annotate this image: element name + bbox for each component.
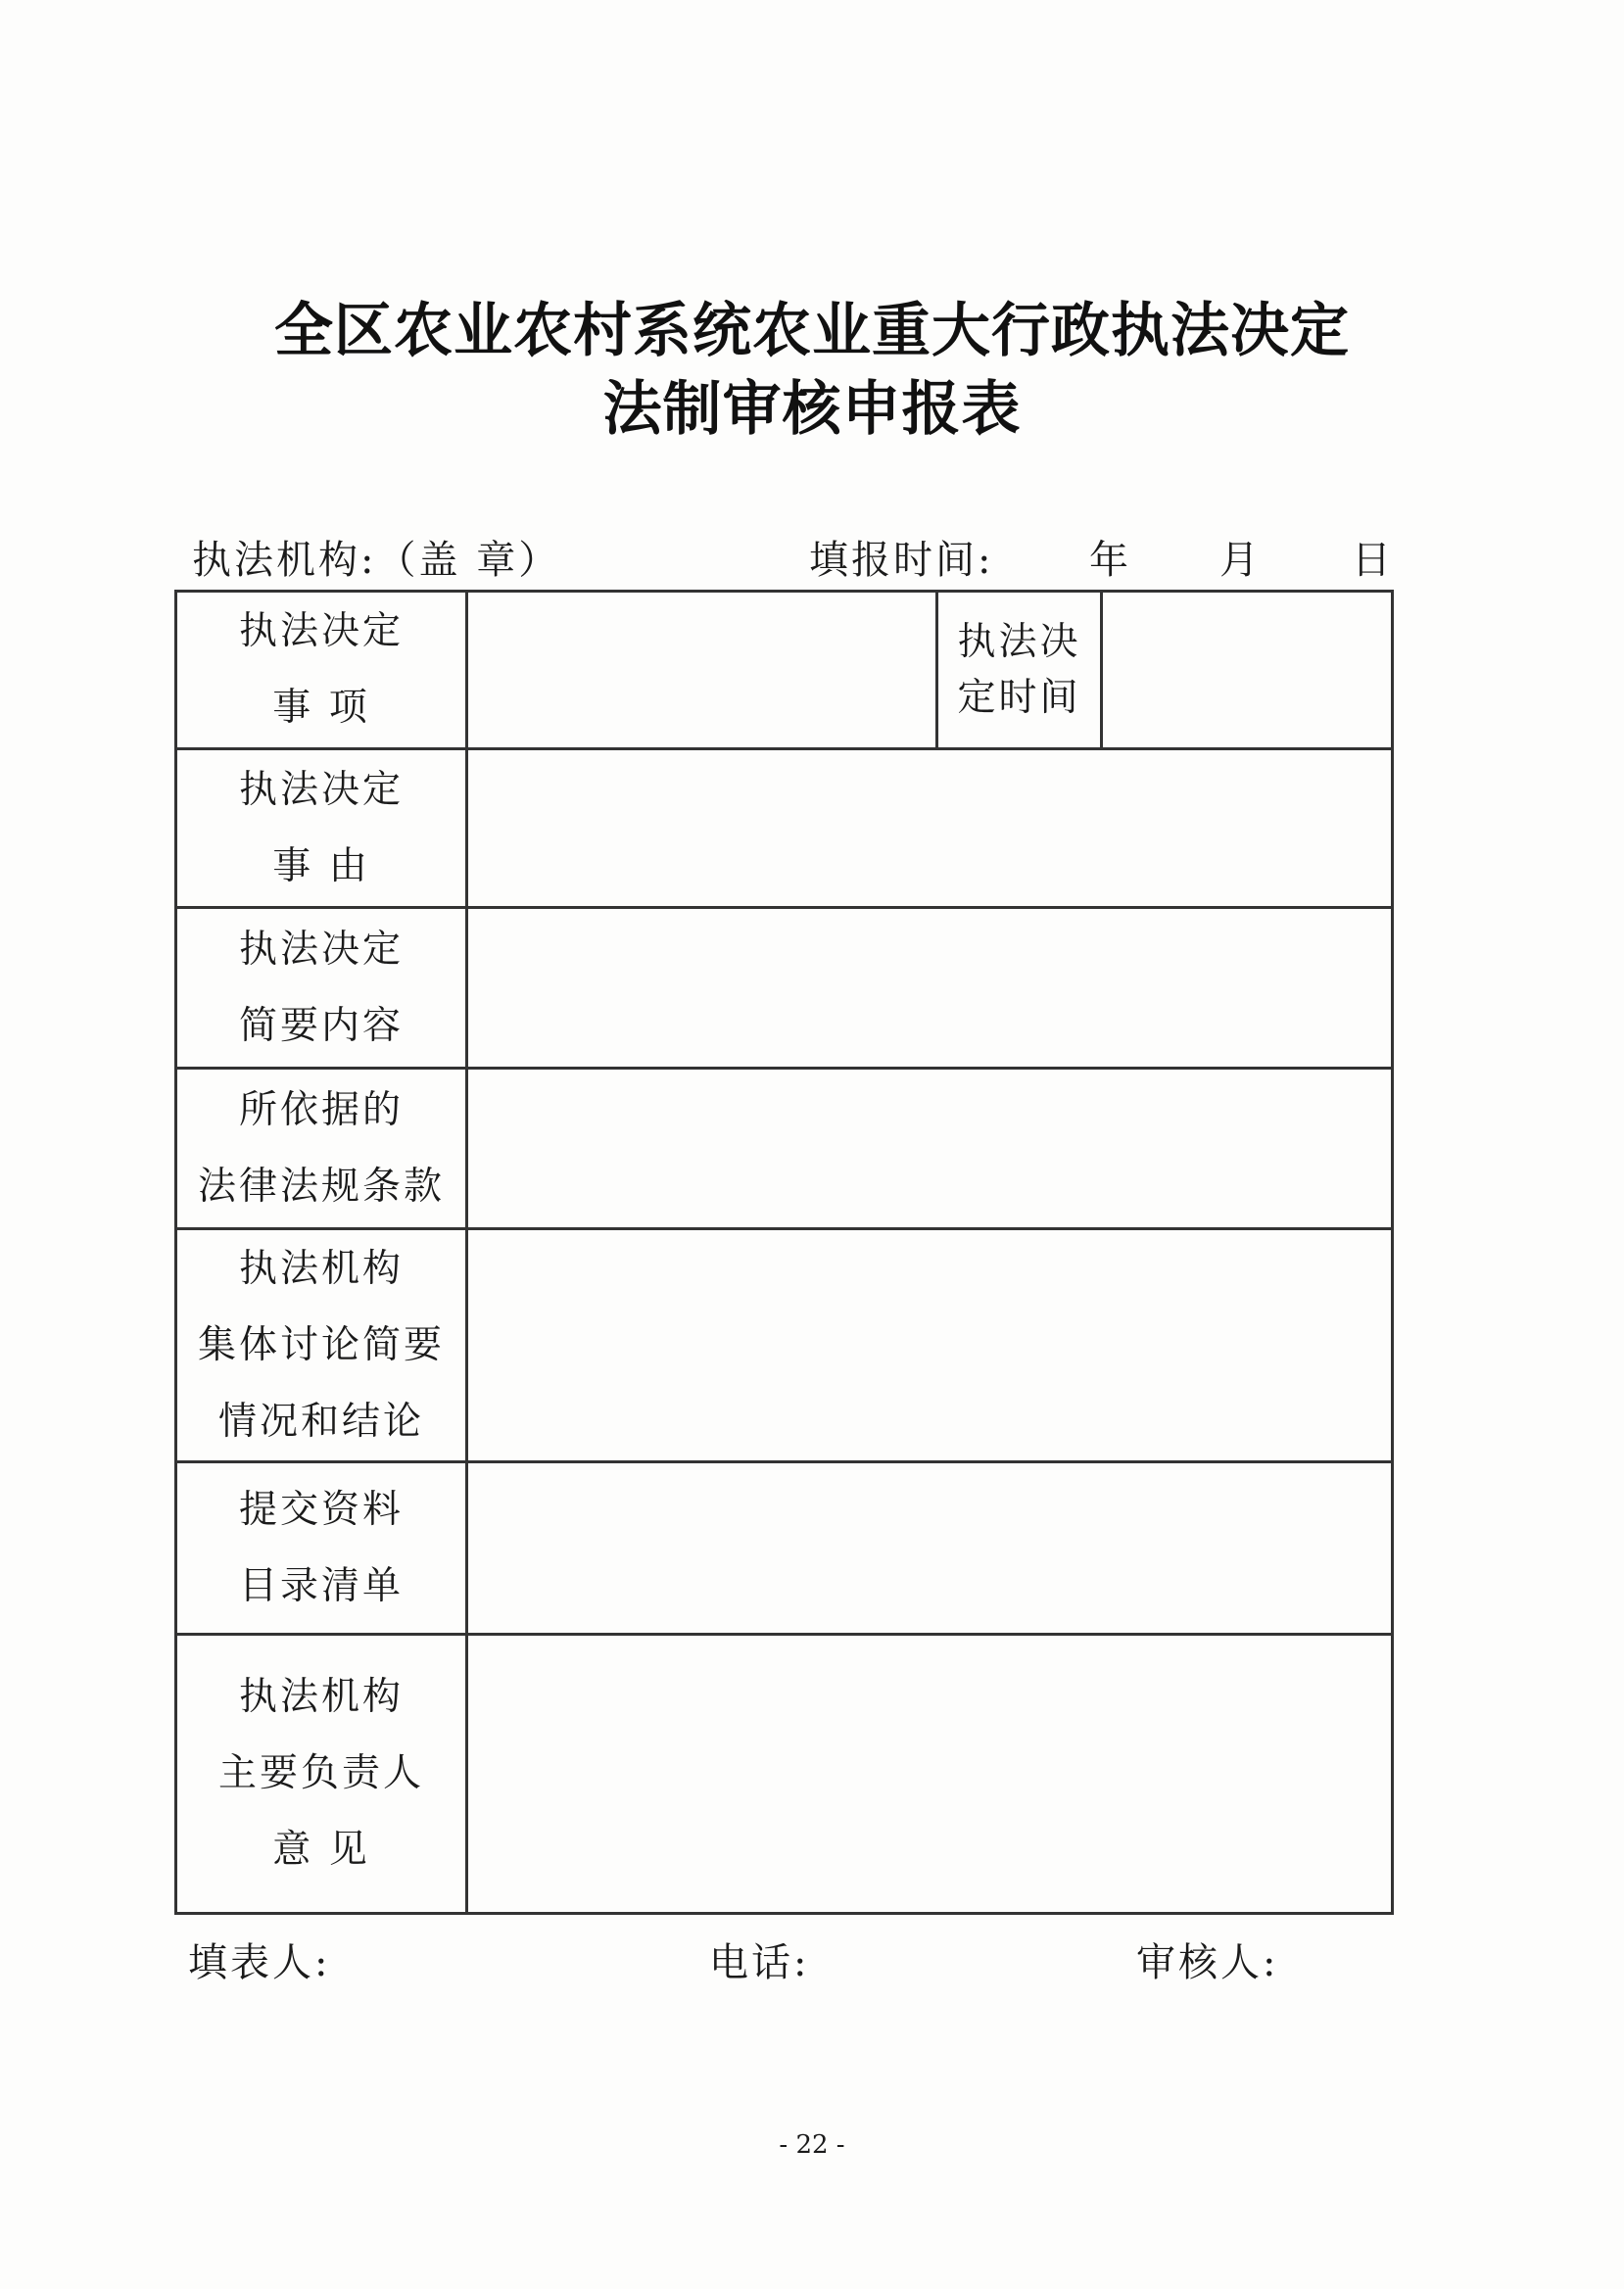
label-decision-time: 执法决 定时间 bbox=[937, 592, 1102, 749]
filler-label: 填表人: bbox=[188, 1940, 331, 1985]
reviewer-label: 审核人: bbox=[1136, 1940, 1279, 1985]
agency-seal-label: 执法机构:（盖 章） bbox=[192, 538, 561, 583]
label-decision-reason: 执法决定 事 由 bbox=[176, 749, 467, 908]
field-group-discussion[interactable] bbox=[467, 1229, 1393, 1462]
field-submitted-materials[interactable] bbox=[467, 1462, 1393, 1635]
report-date-label: 填报时间: bbox=[809, 538, 994, 583]
form-row-leader-opinion bbox=[176, 1635, 1393, 1914]
label-decision-matter: 执法决定 事 项 bbox=[176, 592, 467, 749]
phone-label: 电话: bbox=[709, 1940, 810, 1985]
label-submitted-materials: 提交资料 目录清单 bbox=[176, 1462, 467, 1635]
month-label: 月 bbox=[1219, 538, 1262, 583]
day-label: 日 bbox=[1352, 538, 1394, 583]
field-decision-reason[interactable] bbox=[467, 749, 1393, 908]
field-leader-opinion[interactable] bbox=[467, 1635, 1393, 1914]
document-title-line1: 全区农业农村系统农业重大行政执法决定 bbox=[274, 297, 1350, 365]
field-decision-summary[interactable] bbox=[467, 908, 1393, 1069]
field-decision-time[interactable] bbox=[1102, 592, 1393, 749]
form-row-group-discussion bbox=[176, 1229, 1393, 1462]
form-row-decision-reason bbox=[176, 749, 1393, 908]
field-legal-basis[interactable] bbox=[467, 1069, 1393, 1229]
document-title-line2: 法制审核申报表 bbox=[602, 375, 1022, 444]
label-legal-basis: 所依据的 法律法规条款 bbox=[176, 1069, 467, 1229]
application-form-table bbox=[174, 590, 1394, 1915]
form-row-decision-summary bbox=[176, 908, 1393, 1069]
label-group-discussion: 执法机构 集体讨论简要 情况和结论 bbox=[176, 1229, 467, 1462]
page-number: - 22 - bbox=[779, 2130, 845, 2160]
field-decision-matter[interactable] bbox=[467, 592, 937, 749]
form-row-submitted-materials bbox=[176, 1462, 1393, 1635]
label-leader-opinion: 执法机构 主要负责人 意 见 bbox=[176, 1635, 467, 1914]
label-decision-summary: 执法决定 简要内容 bbox=[176, 908, 467, 1069]
year-label: 年 bbox=[1089, 538, 1131, 583]
form-row-decision-matter bbox=[176, 592, 1393, 749]
form-row-legal-basis bbox=[176, 1069, 1393, 1229]
